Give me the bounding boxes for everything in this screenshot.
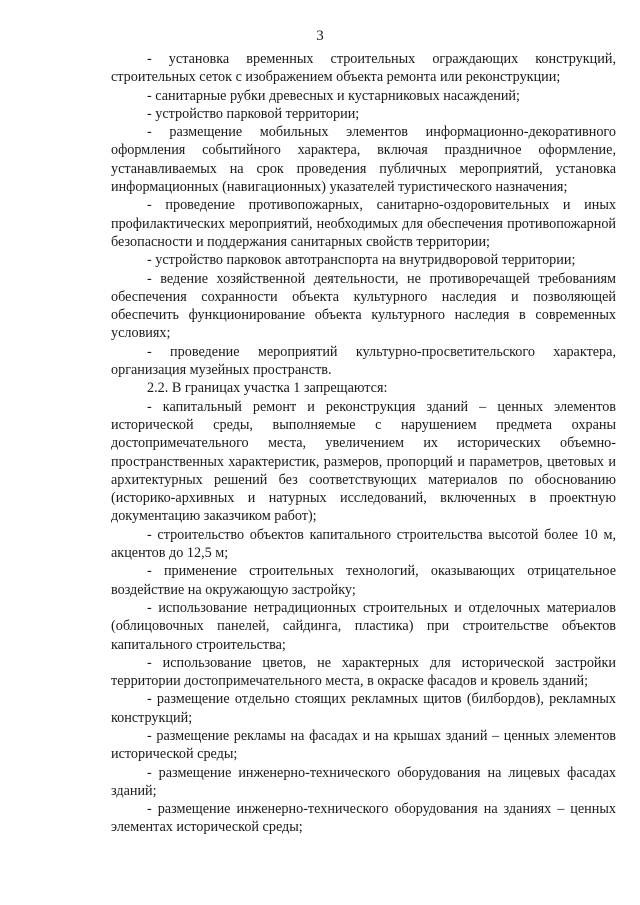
page-number: 3 xyxy=(316,28,324,44)
paragraph: - устройство парковой территории; xyxy=(147,105,360,122)
paragraph: - проведение мероприятий культурно-просветительского характера, организация музейных пространств. xyxy=(111,343,616,379)
paragraph: - использование цветов, не характерных для исторической застройки территории достопримечательного места, в окраске фасадов и кровель зданий; xyxy=(111,654,616,690)
paragraph: - проведение противопожарных, санитарно-оздоровительных и иных профилактических мероприятий, необходимых для обеспечения противопожарной безопасности и поддержания санитарных свойств территории; xyxy=(111,197,616,250)
section-heading: 2.2. В границах участка 1 запрещаются: xyxy=(147,380,388,397)
paragraph: - использование нетрадиционных строительных и отделочных материалов (облицовочных панелей, сайдинга, пластика) при строительстве объектов капитального строительства; xyxy=(111,599,616,653)
paragraph: - строительство объектов капитального строительства высотой более 10 м, акцентов до 12,5 м; xyxy=(111,526,616,562)
paragraph: - капитальный ремонт и реконструкция зданий – ценных элементов исторической среды, выполняемые с нарушением предмета охраны достопримечательного места, увеличением их исторических объемно-пространственных характеристик, размеров, пропорций и параметров, цветовых и архитектурных решений без соответствующих материалов по обоснованию (историко-архивных и натурных исследований, включенных в проектную документацию заказчиком работ); xyxy=(111,398,616,525)
paragraph: - размещение отдельно стоящих рекламных щитов (билбордов), рекламных конструкций; xyxy=(111,691,616,726)
paragraph: - применение строительных технологий, оказывающих отрицательное воздействие на окружающую застройку; xyxy=(111,563,616,598)
paragraph: - установка временных строительных ограждающих конструкций, строительных сеток с изображением объекта ремонта или реконструкции; xyxy=(111,51,616,86)
paragraph: - размещение мобильных элементов информационно-декоративного оформления событийного характера, включая праздничное оформление, устанавливаемых на срок проведения публичных мероприятий, установка информационных (навигационных) указателей туристического назначения; xyxy=(111,124,616,196)
paragraph: - размещение инженерно-технического оборудования на зданиях – ценных элементах исторической среды; xyxy=(111,801,616,836)
paragraph: - размещение рекламы на фасадах и на крышах зданий – ценных элементов исторической среды; xyxy=(111,727,616,763)
paragraph: - ведение хозяйственной деятельности, не противоречащей требованиям обеспечения сохранности объекта культурного наследия и позволяющей обеспечить функционирование объекта культурного наследия в современных условиях; xyxy=(111,270,616,342)
paragraph: - размещение инженерно-технического оборудования на лицевых фасадах зданий; xyxy=(111,764,616,799)
paragraph: - санитарные рубки древесных и кустарниковых насаждений; xyxy=(147,87,520,104)
document-body xyxy=(111,50,616,837)
paragraph: - устройство парковок автотранспорта на внутридворовой территории; xyxy=(147,252,576,269)
